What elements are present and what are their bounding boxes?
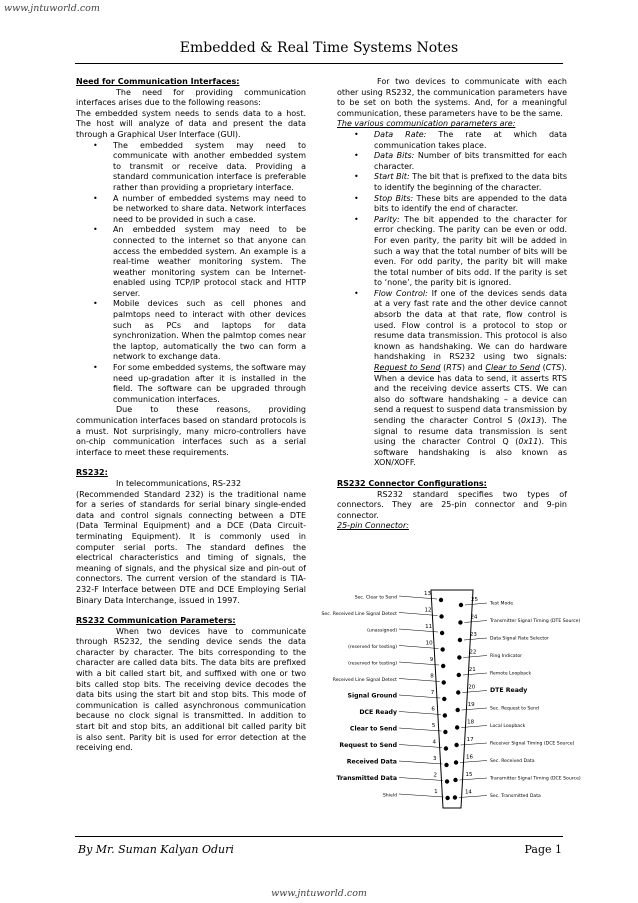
page-header-title: Embedded & Real Time Systems Notes bbox=[179, 40, 459, 56]
left-pin-label: Sec. Received Line Signal Detect bbox=[321, 612, 397, 617]
text: ) and bbox=[461, 363, 486, 373]
left-pin-label: Request to Send bbox=[339, 742, 397, 749]
definition: If one of the devices sends data at a very fast rate and the other device cannot absorb the data at that rate, flow control is used. Flow control is a protocol to stop or resume data transmission. This protocol is also known as handshaking. We can do hardware handshaking in RS232 using two signals: bbox=[374, 288, 568, 362]
right-pin-label: Ring Indicator bbox=[490, 654, 523, 659]
section-heading: RS232 Connector Configurations: bbox=[337, 478, 487, 488]
pin-dot bbox=[444, 763, 448, 767]
right-pin-label: Sec. Received Data bbox=[490, 759, 535, 764]
list-item: • An embedded system may need to be connected to the internet so that anyone can access the embedded system. An example is a real-time weather monitoring system. The weather monitoring system can be Internet-enabled using TCP/IP protocol stack and HTTP server. bbox=[113, 225, 306, 299]
pin-line bbox=[459, 796, 487, 798]
text: ). The signal to resume data transmission is sent using the character Control Q ( bbox=[374, 416, 567, 447]
cts-abbr: CTS bbox=[545, 363, 562, 373]
term: Data Rate: bbox=[374, 129, 427, 139]
left-pin-label: (reserved for testing) bbox=[348, 661, 397, 667]
left-pin-label: Received Line Signal Detect bbox=[332, 678, 397, 683]
cts-term: Clear to Send bbox=[485, 363, 540, 373]
right-pin-label: Transmitter Signal Timing (DCE Source) bbox=[490, 776, 581, 782]
watermark-bottom: www.jntuworld.com bbox=[271, 888, 367, 899]
definition: The bit that is prefixed to the data bits to identify the beginning of the character. bbox=[374, 172, 567, 192]
section-heading: Need for Communication Interfaces: bbox=[76, 77, 240, 86]
text: ). This software handshaking is also known as XON/XOFF. bbox=[374, 437, 567, 468]
left-pin-label: Sec. Clear to Send bbox=[354, 595, 397, 601]
left-pin-label: Clear to Send bbox=[349, 725, 397, 733]
list-item: • For some embedded systems, the software may need up-gradation after it is installed in the field. The software can be upgraded through communication interfaces. bbox=[113, 363, 306, 405]
text: ). When a device has data to send, it asserts RTS and the receiving device asserts CTS. We can also do software handshaking – a device can send a request to suspend data transmission by sending the character Control S ( bbox=[374, 363, 567, 425]
header-rule bbox=[75, 63, 563, 64]
pin-number: 8 bbox=[430, 673, 434, 680]
pin-dot bbox=[440, 631, 444, 635]
pin-number: 9 bbox=[429, 657, 434, 663]
term: Stop Bits: bbox=[374, 193, 414, 203]
right-pin-label: Transmitter Signal Timing (DTE Source) bbox=[490, 619, 581, 624]
left-pin-label: Shield bbox=[382, 793, 397, 799]
hex-code: 0x11 bbox=[518, 437, 539, 447]
pin-dot bbox=[442, 680, 446, 684]
subheading: The various communication parameters are: bbox=[337, 119, 516, 129]
right-pin-label: DTE Ready bbox=[490, 687, 528, 694]
pin-dot bbox=[459, 603, 463, 607]
left-pin-label: DCE Ready bbox=[359, 709, 397, 716]
term: Data Bits: bbox=[374, 151, 415, 161]
pin-number: 20 bbox=[468, 684, 476, 691]
pin-number: 2 bbox=[433, 772, 438, 779]
right-pin-label: Sec. Request to Send bbox=[490, 706, 539, 712]
pin-number: 15 bbox=[465, 772, 473, 778]
definition: Number of bits transmitted for each character. bbox=[374, 151, 567, 171]
right-column bbox=[337, 77, 567, 532]
paragraph: The embedded system needs to sends data to a host. The host will analyze of data and present the data through a Graphical User Interface (GUI). bbox=[76, 108, 306, 139]
left-pin-label: Signal Ground bbox=[347, 692, 397, 700]
hex-code: 0x13 bbox=[521, 416, 542, 425]
footer-author: By Mr. Suman Kalyan Oduri bbox=[78, 843, 234, 856]
pin-number: 11 bbox=[425, 624, 433, 630]
pin-number: 5 bbox=[431, 723, 436, 729]
definition: These bits are appended to the data bits to identify the end of character. bbox=[374, 193, 567, 214]
list-item bbox=[374, 151, 567, 172]
pin-number: 21 bbox=[468, 667, 476, 673]
rs232-25-pin-connector-diagram bbox=[321, 576, 581, 816]
pin-dot bbox=[445, 779, 449, 783]
footer-page-number: Page 1 bbox=[524, 843, 562, 856]
pin-dot bbox=[457, 673, 461, 677]
list-item bbox=[374, 289, 567, 469]
pin-dot bbox=[456, 708, 460, 712]
bullet-list bbox=[76, 141, 306, 406]
pin-number: 13 bbox=[424, 591, 431, 597]
pin-number: 17 bbox=[466, 737, 474, 743]
list-item bbox=[374, 130, 567, 151]
pin-dot bbox=[458, 620, 462, 624]
list-item bbox=[374, 172, 567, 193]
pin-number: 1 bbox=[434, 789, 438, 795]
right-pin-label: Remote Loopback bbox=[490, 671, 532, 677]
pin-number: 12 bbox=[424, 607, 432, 614]
pin-number: 7 bbox=[430, 690, 435, 696]
paragraph: Due to these reasons, providing communication interfaces based on standard protocols is a must. Not surprisingly, many micro-controllers have on-chip communication interfaces such as a serial interface to meet these requirements. bbox=[76, 405, 306, 457]
pin-number: 14 bbox=[464, 789, 472, 796]
pin-number: 16 bbox=[466, 754, 474, 761]
right-pin-label: Test Mode bbox=[490, 601, 514, 607]
pin-dot bbox=[443, 713, 447, 717]
text: ( bbox=[539, 363, 546, 373]
pin-dot bbox=[455, 725, 459, 729]
pin-dot bbox=[439, 598, 443, 602]
pin-number: 3 bbox=[433, 756, 437, 762]
right-pin-label: Data Signal Rate Selector bbox=[490, 636, 549, 642]
pin-number: 6 bbox=[431, 706, 435, 713]
left-pin-label: (unassigned) bbox=[367, 628, 397, 634]
pin-number: 19 bbox=[467, 702, 475, 708]
paragraph: For two devices to communicate with each other using RS232, the communication parameters have to be set on both the systems. And, for a meaningful communication, these parameters have to be the same. bbox=[337, 77, 567, 118]
pin-dot bbox=[458, 638, 462, 642]
pin-dot bbox=[439, 614, 443, 618]
paragraph: (Recommended Standard 232) is the traditional name for a series of standards for serial binary single-ended data and control signals connecting between a DTE (Data Terminal Equipment) and a DCE (Data Circuit-terminating Equipment). It is commonly used in computer serial ports. The standard defines the electrical characteristics and timing of signals, the meaning of signals, and the physical size and pin-out of connectors. The current version of the standard is TIA-232-F Interface between DTE and DCE Employing Serial Binary Data Interchange, issued in 1997. bbox=[76, 489, 306, 605]
pin-dot bbox=[457, 655, 461, 659]
right-pin-label: Sec. Transmitted Data bbox=[490, 794, 541, 799]
pin-line bbox=[399, 646, 439, 649]
pin-number: 4 bbox=[432, 739, 436, 746]
paragraph: In telecommunications, RS-232 bbox=[116, 478, 242, 488]
pin-number: 22 bbox=[469, 649, 477, 656]
section-heading: RS232 Communication Parameters: bbox=[76, 616, 236, 626]
definition: The rate at which data communication takes place. bbox=[374, 129, 568, 150]
list-item: • A number of embedded systems may need to be networked to share data. Network interfaces need to be provided in such a case. bbox=[113, 194, 306, 226]
text: ( bbox=[440, 363, 447, 373]
left-column bbox=[76, 77, 306, 754]
term: Flow Control: bbox=[374, 288, 428, 298]
paragraph: RS232 standard specifies two types of connectors. They are 25-pin connector and 9-pin connector. bbox=[337, 489, 567, 520]
pin-dot bbox=[453, 795, 457, 799]
pin-dot bbox=[444, 746, 448, 750]
pin-number: 10 bbox=[425, 640, 433, 647]
pin-dot bbox=[456, 690, 460, 694]
pin-dot bbox=[441, 664, 445, 668]
pin-line bbox=[399, 629, 438, 632]
pin-dot bbox=[454, 760, 458, 764]
left-pin-label: Transmitted Data bbox=[336, 775, 397, 782]
pin-dot bbox=[453, 778, 457, 782]
pin-dot bbox=[454, 743, 458, 747]
footer-rule bbox=[75, 836, 563, 837]
term: Start Bit: bbox=[374, 172, 410, 182]
rts-term: Request to Send bbox=[374, 363, 441, 373]
pin-number: 25 bbox=[471, 597, 478, 603]
pin-number: 23 bbox=[469, 632, 477, 638]
rts-abbr: RTS bbox=[446, 363, 462, 373]
pin-dot bbox=[445, 796, 449, 800]
list-item: • Mobile devices such as cell phones and palmtops need to interact with other devices such as PCs and laptops for data synchronization. When the palmtop comes near the laptop, automatically the two can form a network to exchange data. bbox=[113, 299, 306, 363]
pin-number: 24 bbox=[470, 614, 478, 621]
term: Parity: bbox=[374, 214, 400, 224]
definition: The bit appended to the character for error checking. The parity can be even or odd. For even parity, the parity bit will be added in such a way that the total number of bits will be even. For odd parity, the parity bit will make the total number of bits odd. If the parity is set to ‘none’, the parity bit is ignored. bbox=[374, 214, 567, 288]
list-item bbox=[374, 194, 567, 215]
pin-dot bbox=[442, 697, 446, 701]
left-pin-label: Received Data bbox=[346, 758, 397, 766]
right-pin-label: Local Loopback bbox=[490, 724, 526, 729]
watermark-top: www.jntuworld.com bbox=[4, 3, 100, 14]
pin-number: 18 bbox=[467, 719, 475, 726]
pin-dot bbox=[440, 647, 444, 651]
left-pin-label: (reserved for testing) bbox=[348, 645, 397, 650]
bullet-list bbox=[337, 130, 567, 469]
pin-line bbox=[460, 778, 488, 780]
subheading: 25-pin Connector: bbox=[337, 521, 409, 531]
list-item bbox=[374, 215, 567, 289]
pin-dot bbox=[443, 730, 447, 734]
list-item: • The embedded system may need to communicate with another embedded system to transmit or receive data. Providing a standard communication interface is preferable rather than providing a proprietary interface. bbox=[113, 141, 306, 194]
right-pin-label: Receiver Signal Timing (DCE Source) bbox=[490, 741, 575, 747]
paragraph: When two devices have to communicate through RS232, the sending device sends the data character by character. The bits corresponding to the character are called data bits. The data bits are prefixed with a bit called start bit, and suffixed with one or two bits called stop bits. The receiving device decodes the data bits using the start bit and stop bits. This mode of communication is called asynchronous communication because no clock signal is transmitted. In addition to start bit and stop bits, an additional bit called parity bit is also sent. Parity bit is used for error detection at the receiving end. bbox=[76, 626, 306, 753]
paragraph: The need for providing communication interfaces arises due to the following reasons: bbox=[76, 87, 306, 108]
section-heading: RS232: bbox=[76, 468, 108, 478]
